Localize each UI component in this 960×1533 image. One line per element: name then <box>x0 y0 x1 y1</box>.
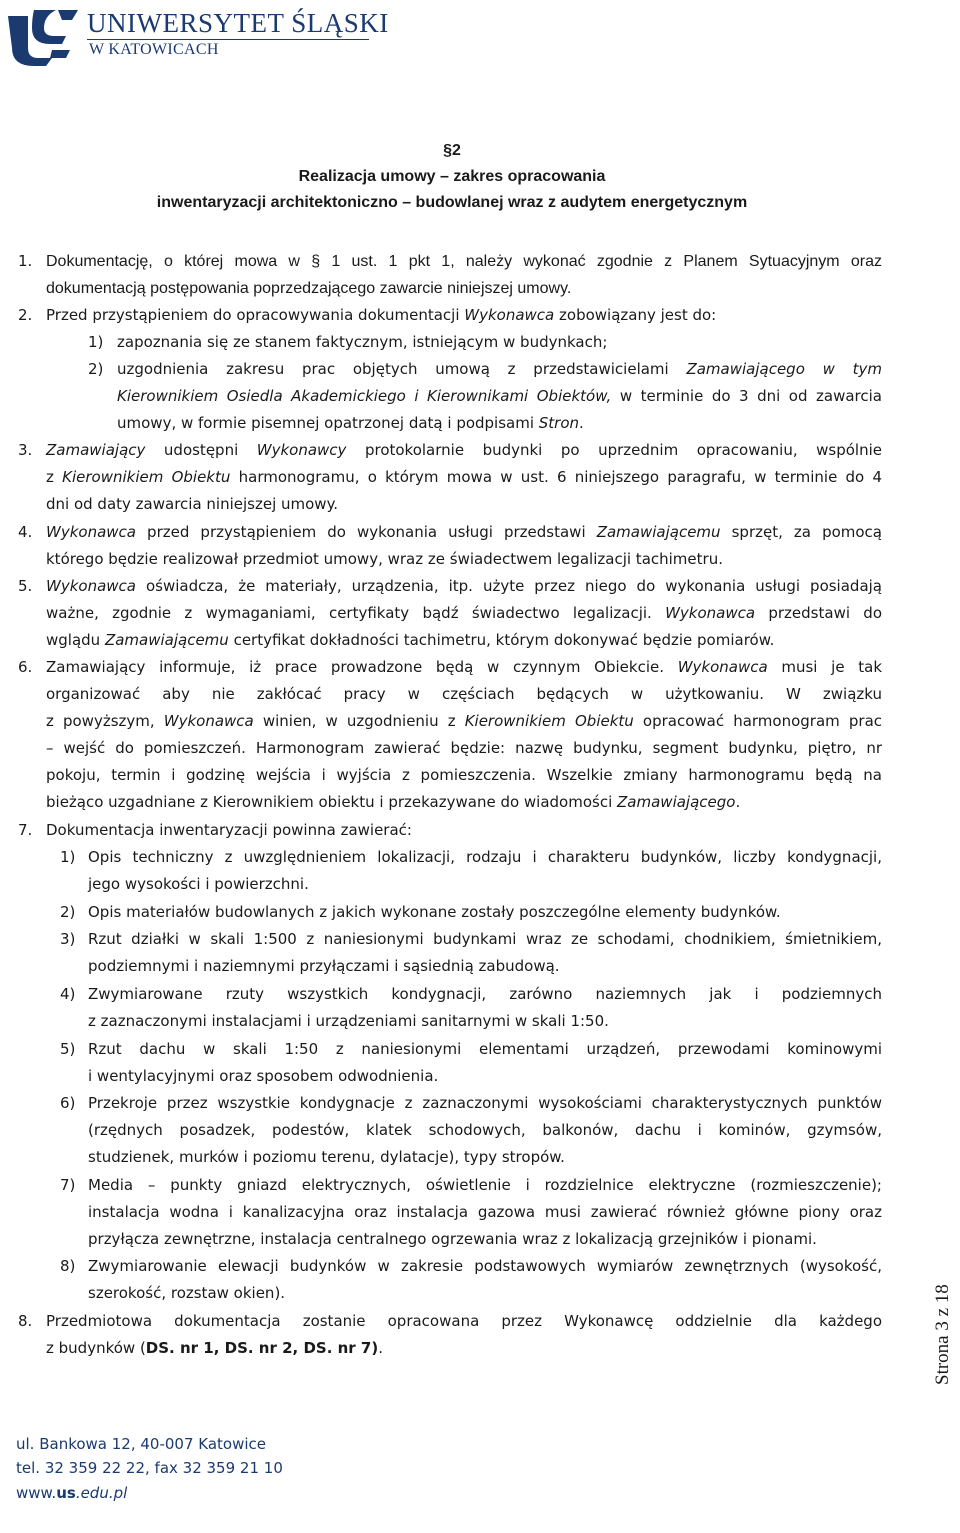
item-2-sub2-line2: Kierownikiem Osiedla Akademickiego i Kierownikami Obiektów, w terminie do 3 dni od zawarcia <box>117 387 882 405</box>
item-7-sub-line: Opis materiałów budowlanych z jakich wykonane zostały poszczególne elementy budynków. <box>88 903 781 921</box>
item-1-line2: dokumentacją postępowania poprzedzającego zawarcie niniejszej umowy. <box>46 280 572 297</box>
item-4-line2: którego będzie realizował przedmiot umowy, wraz ze świadectwem legalizacji tachimetru. <box>46 550 723 568</box>
item-7-sub-line: jego wysokości i powierzchni. <box>88 875 309 893</box>
item-2-line1: Przed przystąpieniem do opracowywania dokumentacji Wykonawca zobowiązany jest do: <box>46 306 717 324</box>
item-7-sub-line: Zwymiarowanie elewacji budynków w zakresie podstawowych wymiarów zewnętrznych (wysokość, <box>88 1257 882 1275</box>
item-2-sub1: zapoznania się ze stanem faktycznym, istniejącym w budynkach; <box>117 333 608 351</box>
item-7-sub-line: instalacja wodna i kanalizacyjna oraz instalacja gazowa musi zawierać również główne piony oraz <box>88 1203 882 1221</box>
item-5-line1: Wykonawca oświadcza, że materiały, urządzenia, itp. użyte przez niego do wykonania usługi posiadają <box>46 577 882 595</box>
item-5-line2: ważne, zgodnie z wymaganiami, certyfikaty bądź świadectwo legalizacji. Wykonawca przedstawi do <box>46 604 882 622</box>
subitem-number: 1) <box>60 848 76 866</box>
item-number: 6. <box>18 658 33 676</box>
item-6-line6: bieżąco uzgadniane z Kierownikiem obiektu i przekazywane do wiadomości Zamawiającego. <box>46 793 741 811</box>
us-logo-icon <box>6 6 80 68</box>
subitem-number: 8) <box>60 1257 76 1275</box>
subitem-number: 1) <box>88 333 104 351</box>
section-title-line2: inwentaryzacji architektoniczno – budowlanej wraz z audytem energetycznym <box>156 194 748 211</box>
footer <box>16 1432 283 1506</box>
university-name: UNIWERSYTET ŚLĄSKI <box>87 8 389 38</box>
item-3-line1: Zamawiający udostępni Wykonawcy protokolarnie budynki po uprzednim opracowaniu, wspólnie <box>46 441 882 459</box>
subitem-number: 3) <box>60 930 76 948</box>
item-7-sub-line: Opis techniczny z uwzględnieniem lokalizacji, rodzaju i charakteru budynków, liczby kondygnacji, <box>88 848 882 866</box>
subitem-number: 7) <box>60 1176 76 1194</box>
item-6-line1: Zamawiający informuje, iż prace prowadzone będą w czynnym Obiekcie. Wykonawca musi je tak <box>46 658 883 676</box>
university-city: W KATOWICACH <box>89 41 219 58</box>
item-8-line1: Przedmiotowa dokumentacja zostanie opracowana przez Wykonawcę oddzielnie dla każdego <box>46 1312 882 1330</box>
item-2-sub2-line3: umowy, w formie pisemnej opatrzonej datą i podpisami Stron. <box>117 414 584 432</box>
item-number: 5. <box>18 577 33 595</box>
item-7-sub-line: Media – punkty gniazd elektrycznych, oświetlenie i rozdzielnice elektryczne (rozmieszczenie); <box>88 1176 882 1194</box>
item-6-line4: – wejść do pomieszczeń. Harmonogram zawierać będzie: nazwę budynku, segment budynku, piętro, nr <box>46 739 882 757</box>
subitem-number: 2) <box>60 903 76 921</box>
item-7-sub-line: podziemnymi i naziemnymi przyłączami i sąsiednią zabudową. <box>88 957 560 975</box>
item-number: 1. <box>18 252 33 270</box>
item-number: 4. <box>18 523 33 541</box>
item-number: 7. <box>18 821 33 839</box>
item-3-line3: dni od daty zawarcia niniejszej umowy. <box>46 495 339 513</box>
item-number: 3. <box>18 441 33 459</box>
item-3-line2: z Kierownikiem Obiektu harmonogramu, o którym mowa w ust. 6 niniejszego paragrafu, w terminie do 4 <box>46 468 883 486</box>
footer-address: ul. Bankowa 12, 40-007 Katowice <box>16 1435 267 1453</box>
item-7-line1: Dokumentacja inwentaryzacji powinna zawierać: <box>46 821 412 839</box>
item-7-sub-line: i wentylacyjnymi oraz sposobem odwodnienia. <box>88 1067 439 1085</box>
subitem-number: 6) <box>60 1094 76 1112</box>
subitem-number: 2) <box>88 360 104 378</box>
subitem-number: 5) <box>60 1040 76 1058</box>
item-7-sub-line: studzienek, murków i poziomu terenu, dylatacje), typy stropów. <box>88 1148 565 1166</box>
item-1-line1: Dokumentację, o której mowa w § 1 ust. 1 pkt 1, należy wykonać zgodnie z Planem Sytuacyjnym oraz <box>46 253 882 270</box>
page-number: Strona 3 z 18 <box>932 1284 953 1385</box>
item-7-sub-line: szerokość, rozstaw okien). <box>88 1284 286 1302</box>
item-6-line3: z powyższym, Wykonawca winien, w uzgodnieniu z Kierownikiem Obiektu opracować harmonogram prac <box>46 712 883 730</box>
section-title-line1: Realizacja umowy – zakres opracowania <box>298 168 606 185</box>
item-7-sub-line: z zaznaczonymi instalacjami i urządzeniami sanitarnymi w skali 1:50. <box>88 1012 609 1030</box>
item-7-sub-line: Rzut działki w skali 1:500 z naniesionymi budynkami wraz ze schodami, chodnikiem, śmietnikiem, <box>88 930 882 948</box>
item-6-line5: pokoju, termin i godzinę wejścia i wyjścia z pomieszczenia. Wszelkie zmiany harmonogramu będą na <box>46 766 882 784</box>
item-number: 2. <box>18 306 33 324</box>
item-7-sub-line: przyłącza zewnętrzne, instalacja centralnego ogrzewania wraz z lokalizacją grzejników i pionami. <box>88 1230 817 1248</box>
footer-website-link[interactable]: www.us.edu.pl <box>16 1484 128 1502</box>
footer-phone: tel. 32 359 22 22, fax 32 359 21 10 <box>16 1459 283 1477</box>
item-5-line3: wglądu Zamawiającemu certyfikat dokładności tachimetru, którym dokonywać będzie pomiarów. <box>46 631 775 649</box>
item-4-line1: Wykonawca przed przystąpieniem do wykonania usługi przedstawi Zamawiającemu sprzęt, za pomocą <box>46 523 882 541</box>
item-number: 8. <box>18 1312 33 1330</box>
subitem-number: 4) <box>60 985 76 1003</box>
item-2-sub2-line1: uzgodnienia zakresu prac objętych umową z przedstawicielami Zamawiającego w tym <box>117 360 882 378</box>
item-7-sub-line: Zwymiarowane rzuty wszystkich kondygnacji, zarówno naziemnych jak i podziemnych <box>88 985 882 1003</box>
logo-divider <box>87 39 369 40</box>
item-7-sub-line: (rzędnych posadzek, podestów, klatek schodowych, balkonów, dachu i kominów, gzymsów, <box>88 1121 882 1139</box>
item-8-line2: z budynków (DS. nr 1, DS. nr 2, DS. nr 7). <box>46 1339 384 1357</box>
item-7-sub-line: Rzut dachu w skali 1:50 z naniesionymi elementami urządzeń, przewodami kominowymi <box>88 1040 882 1058</box>
item-7-sub-line: Przekroje przez wszystkie kondygnacje z zaznaczonymi wysokościami charakterystycznych punktów <box>88 1094 882 1112</box>
item-6-line2: organizować aby nie zakłócać pracy w częściach będących w użytkowaniu. W związku <box>46 685 882 703</box>
section-number: §2 <box>443 142 461 159</box>
